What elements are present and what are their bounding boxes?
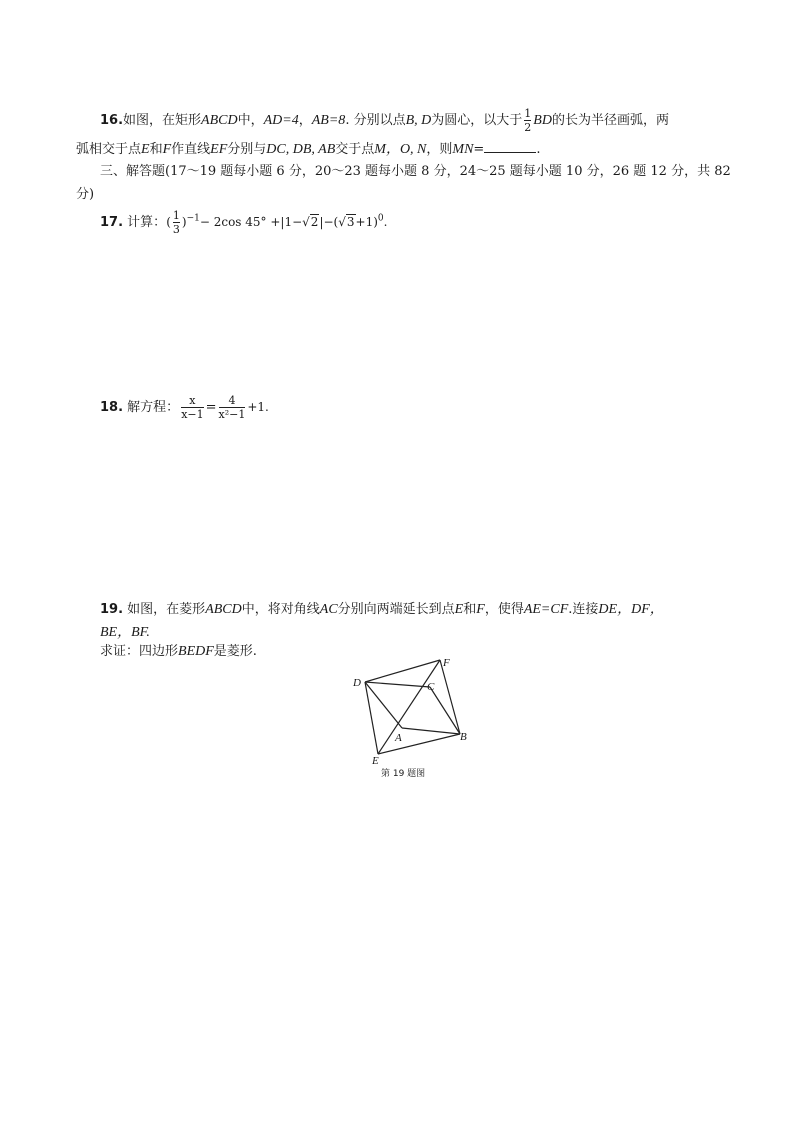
math: |−( xyxy=(319,215,339,229)
text: 为圆心，以大于 xyxy=(431,113,523,128)
q18-number: 18. xyxy=(100,400,124,415)
denominator: x−1 xyxy=(181,408,204,421)
math: E xyxy=(141,142,150,157)
text: 交于点 xyxy=(335,142,375,157)
text: .连接 xyxy=(568,602,599,617)
segment-AB xyxy=(402,728,460,734)
math: MN xyxy=(452,142,474,157)
math: F xyxy=(476,602,485,617)
q16-line1 xyxy=(100,108,669,133)
math: M，O, N xyxy=(374,142,427,157)
math: F xyxy=(162,142,172,157)
label-E: E xyxy=(372,755,379,767)
label-A: A xyxy=(395,732,402,744)
q17 xyxy=(100,210,387,235)
math: EF xyxy=(210,142,228,157)
text: 中，将对角线 xyxy=(241,602,320,617)
math: AD=4 xyxy=(263,113,299,128)
exponent: −1 xyxy=(186,213,200,224)
text: 求证：四边形 xyxy=(100,644,179,659)
denominator: 3 xyxy=(172,223,180,236)
q19-line1 xyxy=(100,598,664,618)
q19-line2 xyxy=(100,621,150,641)
segment-FB xyxy=(440,660,460,734)
label-C: C xyxy=(427,681,435,693)
numerator: 1 xyxy=(524,107,532,120)
label-F: F xyxy=(443,657,450,669)
math: BE，BF. xyxy=(100,625,150,640)
fraction-rhs xyxy=(219,395,246,420)
text: 如图，在菱形 xyxy=(127,602,206,617)
text: = xyxy=(473,142,485,157)
fraction-lhs xyxy=(181,395,203,420)
math: ABCD xyxy=(205,602,242,617)
section-3-text: 分) xyxy=(76,187,95,202)
q19-number: 19. xyxy=(100,602,124,617)
text: ，则 xyxy=(426,142,453,157)
figure-lines xyxy=(365,660,460,754)
numerator: 4 xyxy=(228,394,236,407)
math: DC, DB, AB xyxy=(266,142,336,157)
text: 解方程： xyxy=(127,400,180,415)
math: +1) xyxy=(355,215,378,229)
denominator: 2 xyxy=(524,121,532,134)
numerator: 1 xyxy=(172,209,180,222)
text: 是菱形. xyxy=(213,644,257,659)
section-3-header xyxy=(100,160,731,179)
answer-blank xyxy=(484,140,536,153)
text: ，使得 xyxy=(484,602,524,617)
math: E xyxy=(454,602,464,617)
fraction-third xyxy=(173,210,180,235)
text: . 分别以点 xyxy=(345,113,406,128)
q18 xyxy=(100,395,269,420)
text: 的长为半径画弧，两 xyxy=(551,113,669,128)
segment-ED xyxy=(365,682,378,754)
segment-DF xyxy=(365,660,440,682)
fraction-half xyxy=(524,108,531,133)
text: 计算： xyxy=(127,215,167,230)
text: 分别向两端延长到点 xyxy=(337,602,455,617)
segment-BE xyxy=(378,734,460,754)
text: 分别与 xyxy=(227,142,267,157)
exponent: 0 xyxy=(377,213,384,224)
math: ) xyxy=(181,215,187,229)
numerator: x xyxy=(189,394,196,407)
q19-prove xyxy=(100,640,257,660)
segment-DA xyxy=(365,682,402,728)
math: B, D xyxy=(405,113,432,128)
text: . xyxy=(536,142,541,157)
radicand: 3 xyxy=(346,215,355,229)
section-3-text: 三、解答题(17～19 题每小题 6 分，20～23 题每小题 8 分，24～25 题每小题 10 分，26 题 12 分，共 82 xyxy=(100,164,731,179)
q16-number: 16. xyxy=(100,113,124,128)
math: AB=8 xyxy=(311,113,346,128)
math: AC xyxy=(319,602,338,617)
math: DE，DF， xyxy=(598,602,664,617)
text: 和 xyxy=(463,602,477,617)
radicand: 2 xyxy=(310,215,319,229)
denominator: x²−1 xyxy=(218,408,246,421)
segment-DC xyxy=(365,682,430,687)
label-D: D xyxy=(353,677,361,689)
sqrt: √2 xyxy=(302,215,319,229)
math: − 2cos 45° +|1− xyxy=(199,215,303,229)
segment-CB xyxy=(430,687,460,734)
math: +1. xyxy=(247,400,269,414)
math: = xyxy=(205,400,217,415)
q17-number: 17. xyxy=(100,215,124,230)
q19-figure xyxy=(345,652,485,782)
text: 中， xyxy=(237,113,264,128)
text: 作直线 xyxy=(171,142,211,157)
figure-caption: 第 19 题图 xyxy=(381,769,426,779)
text: ， xyxy=(298,113,312,128)
math: BD xyxy=(533,113,552,128)
math: BEDF xyxy=(178,644,214,659)
label-B: B xyxy=(460,731,467,743)
text: 如图，在矩形 xyxy=(123,113,202,128)
section-3-header-cont xyxy=(76,183,94,202)
sqrt: √3 xyxy=(338,215,355,229)
math: ( xyxy=(166,215,171,229)
math: AE=CF xyxy=(523,602,569,617)
math: . xyxy=(383,215,388,229)
segment-EF xyxy=(378,660,440,754)
q16-line2 xyxy=(76,138,540,158)
math: ABCD xyxy=(201,113,238,128)
text: 和 xyxy=(149,142,163,157)
text: 弧相交于点 xyxy=(76,142,142,157)
